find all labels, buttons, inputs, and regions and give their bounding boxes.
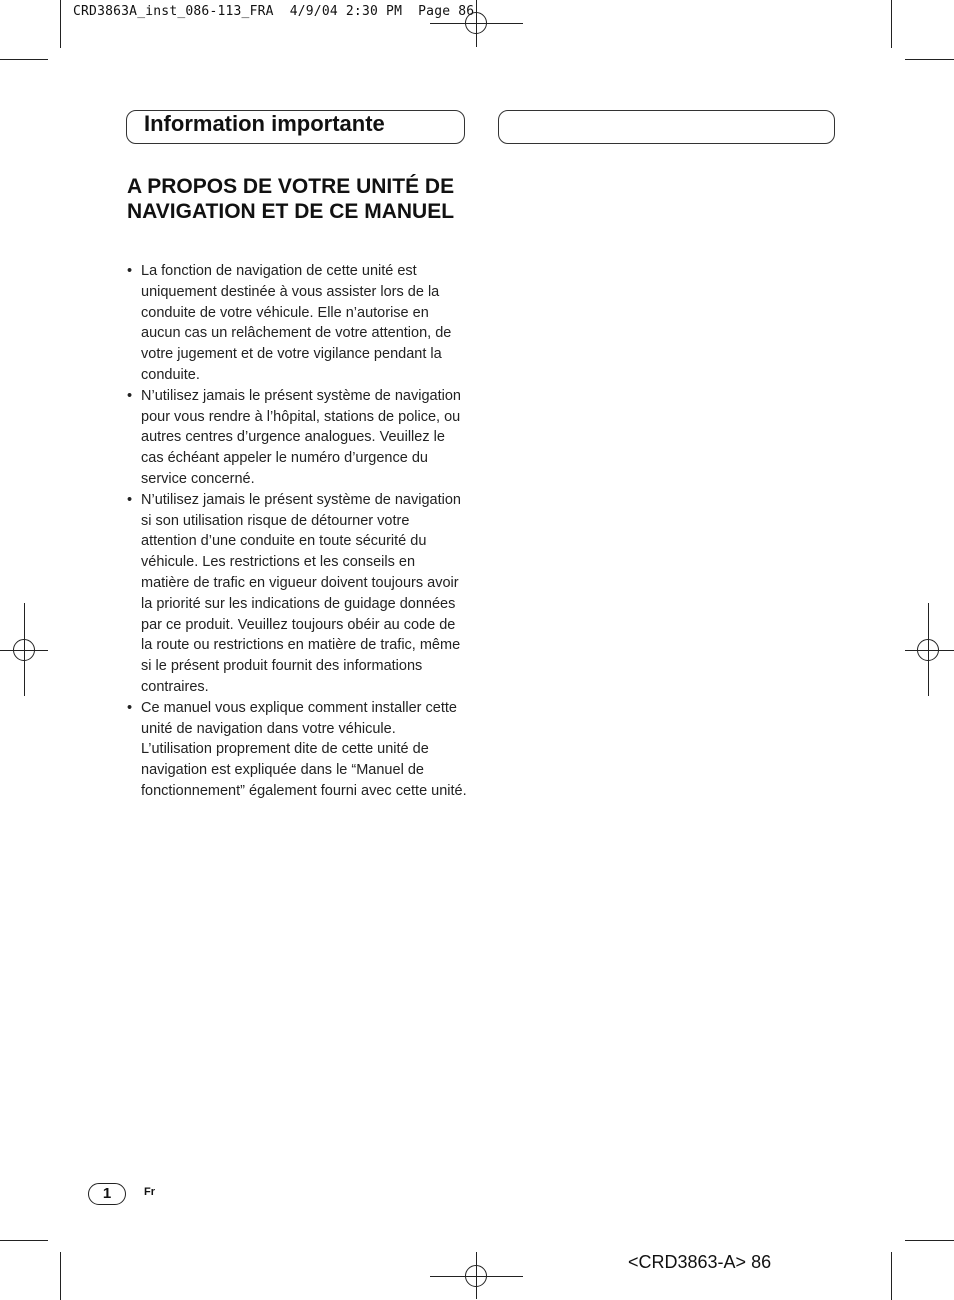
print-slug: CRD3863A_inst_086-113_FRA 4/9/04 2:30 PM Page 86: [73, 4, 475, 19]
crop-mark-top-left-h: [0, 59, 48, 60]
bullet-glyph: •: [127, 699, 133, 716]
language-code: Fr: [144, 1186, 155, 1198]
section-title: Information importante: [144, 111, 385, 136]
list-item-text: N’utilisez jamais le présent système de navigation pour vous rendre à l’hôpital, stations de police, ou autres centres d’urgence analogues. Veuillez le cas échéant appeler le numéro d’urgence du service concerné.: [141, 387, 461, 487]
empty-header-pill: [498, 110, 835, 144]
crop-mark-bottom-left-v: [60, 1252, 61, 1300]
crop-mark-bottom-right-v: [891, 1252, 892, 1300]
list-item-text: La fonction de navigation de cette unité est uniquement destinée à vous assister lors de la conduite de votre véhicule. Elle n’autorise en aucun cas un relâchement de votre attention, de votre jugement et de votre vigilance pendant la conduite.: [141, 263, 452, 383]
important-info-list: [127, 261, 467, 802]
list-item: [127, 698, 467, 802]
bullet-glyph: •: [127, 387, 133, 404]
bullet-glyph: •: [127, 263, 133, 279]
document-code: <CRD3863-A> 86: [628, 1252, 772, 1272]
list-item: [127, 386, 467, 490]
list-item: [127, 490, 467, 698]
section-heading: A PROPOS DE VOTRE UNITÉ DE NAVIGATION ET DE CE MANUEL: [127, 175, 455, 223]
crop-mark-bottom-right-h: [905, 1240, 954, 1241]
page-number-badge: 1: [88, 1183, 126, 1205]
crop-mark-bottom-left-h: [0, 1240, 48, 1241]
bullet-glyph: •: [127, 491, 133, 508]
list-item-text: N’utilisez jamais le présent système de navigation si son utilisation risque de détourner votre attention d’une conduite en toute sécurité du véhicule. Les restrictions et les conseils en matière de trafic en vigueur doivent toujours avoir la priorité sur les indications de guidage données par ce produit. Veuillez toujours obéir au code de la route ou restrictions en matière de trafic, même si le présent produit fournit des informations contraires.: [141, 491, 461, 695]
list-item-text: Ce manuel vous explique comment installer cette unité de navigation dans votre véhicule. L’utilisation proprement dite de cette unité de navigation est expliquée dans le “Manuel de fonctionnement” également fourni avec cette unité.: [141, 699, 467, 799]
crop-mark-top-left-v: [60, 0, 61, 48]
crop-mark-top-right-h: [905, 59, 954, 60]
list-item: [127, 261, 467, 386]
crop-mark-top-right-v: [891, 0, 892, 48]
